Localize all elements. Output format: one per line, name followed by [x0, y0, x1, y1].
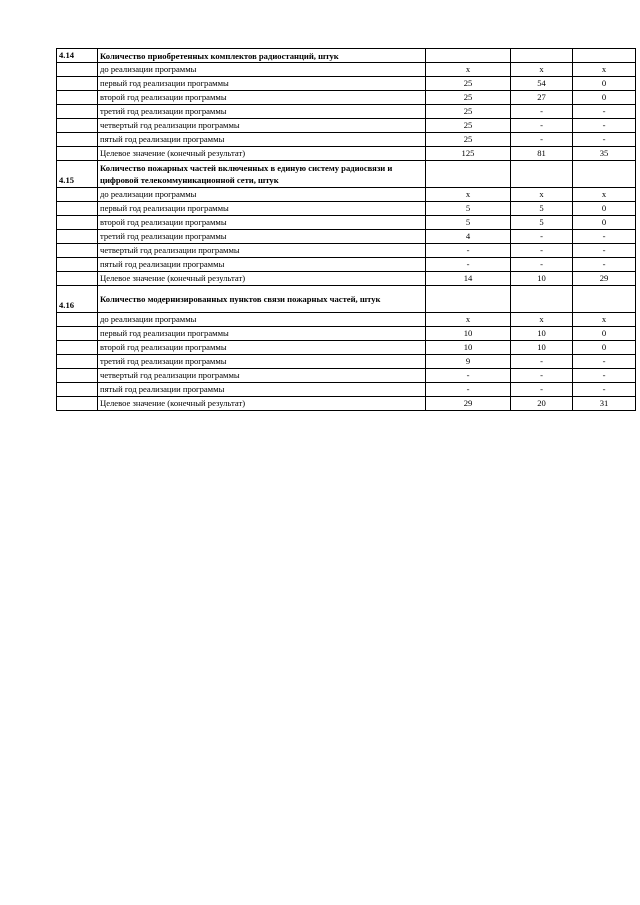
- value-cell: 31: [573, 397, 636, 411]
- value-cell: -: [511, 133, 573, 147]
- value-cell: 0: [573, 202, 636, 216]
- value-cell: -: [573, 105, 636, 119]
- empty-cell: [511, 161, 573, 188]
- value-cell: 10: [511, 341, 573, 355]
- section-title: Количество пожарных частей включенных в единую систему радиосвязи и цифровой телекоммуникационной сети, штук: [98, 161, 426, 188]
- table-row: [57, 369, 636, 383]
- table-row: [57, 119, 636, 133]
- row-label: Целевое значение (конечный результат): [98, 147, 426, 161]
- section-number: 4.16: [57, 286, 98, 313]
- section-title: Количество модернизированных пунктов связи пожарных частей, штук: [98, 286, 426, 313]
- row-label: до реализации программы: [98, 63, 426, 77]
- empty-cell: [57, 188, 98, 202]
- row-label: пятый год реализации программы: [98, 383, 426, 397]
- table-row: [57, 216, 636, 230]
- row-label: первый год реализации программы: [98, 327, 426, 341]
- section-header-row: [57, 286, 636, 313]
- empty-cell: [426, 286, 511, 313]
- empty-cell: [57, 216, 98, 230]
- table-row: [57, 230, 636, 244]
- value-cell: 27: [511, 91, 573, 105]
- value-cell: -: [511, 119, 573, 133]
- value-cell: 0: [573, 91, 636, 105]
- value-cell: x: [426, 188, 511, 202]
- value-cell: x: [426, 63, 511, 77]
- table-row: [57, 244, 636, 258]
- value-cell: 25: [426, 133, 511, 147]
- value-cell: 54: [511, 77, 573, 91]
- row-label: до реализации программы: [98, 313, 426, 327]
- row-label: четвертый год реализации программы: [98, 119, 426, 133]
- value-cell: x: [511, 313, 573, 327]
- empty-cell: [57, 355, 98, 369]
- value-cell: 0: [573, 77, 636, 91]
- row-label: третий год реализации программы: [98, 230, 426, 244]
- table-row: [57, 383, 636, 397]
- empty-cell: [573, 161, 636, 188]
- value-cell: -: [573, 133, 636, 147]
- value-cell: 5: [426, 216, 511, 230]
- row-label: пятый год реализации программы: [98, 258, 426, 272]
- value-cell: -: [511, 355, 573, 369]
- empty-cell: [57, 369, 98, 383]
- value-cell: -: [511, 383, 573, 397]
- value-cell: 10: [511, 272, 573, 286]
- value-cell: 0: [573, 216, 636, 230]
- value-cell: 9: [426, 355, 511, 369]
- empty-cell: [57, 327, 98, 341]
- empty-cell: [57, 341, 98, 355]
- empty-cell: [426, 161, 511, 188]
- row-label: пятый год реализации программы: [98, 133, 426, 147]
- section-number: 4.15: [57, 161, 98, 188]
- table-row: [57, 188, 636, 202]
- value-cell: -: [573, 369, 636, 383]
- table-row: [57, 77, 636, 91]
- empty-cell: [573, 286, 636, 313]
- value-cell: -: [426, 383, 511, 397]
- value-cell: 10: [511, 327, 573, 341]
- value-cell: -: [511, 230, 573, 244]
- value-cell: 5: [511, 216, 573, 230]
- table-row: [57, 355, 636, 369]
- indicator-table: [56, 48, 636, 411]
- table-row: [57, 258, 636, 272]
- value-cell: 35: [573, 147, 636, 161]
- empty-cell: [57, 63, 98, 77]
- row-label: Целевое значение (конечный результат): [98, 272, 426, 286]
- value-cell: 20: [511, 397, 573, 411]
- row-label: четвертый год реализации программы: [98, 244, 426, 258]
- value-cell: -: [426, 369, 511, 383]
- empty-cell: [57, 258, 98, 272]
- value-cell: x: [511, 63, 573, 77]
- value-cell: 14: [426, 272, 511, 286]
- table-row: [57, 133, 636, 147]
- table-row: [57, 313, 636, 327]
- value-cell: 4: [426, 230, 511, 244]
- row-label: первый год реализации программы: [98, 77, 426, 91]
- value-cell: -: [511, 244, 573, 258]
- value-cell: 5: [426, 202, 511, 216]
- empty-cell: [57, 383, 98, 397]
- empty-cell: [57, 230, 98, 244]
- value-cell: 25: [426, 119, 511, 133]
- value-cell: 10: [426, 327, 511, 341]
- row-label: третий год реализации программы: [98, 105, 426, 119]
- table-row: [57, 91, 636, 105]
- empty-cell: [57, 119, 98, 133]
- empty-cell: [57, 147, 98, 161]
- empty-cell: [57, 244, 98, 258]
- value-cell: x: [426, 313, 511, 327]
- empty-cell: [57, 77, 98, 91]
- row-label: первый год реализации программы: [98, 202, 426, 216]
- empty-cell: [57, 313, 98, 327]
- table-row: [57, 327, 636, 341]
- table-row: [57, 63, 636, 77]
- value-cell: 125: [426, 147, 511, 161]
- value-cell: -: [573, 355, 636, 369]
- row-label: третий год реализации программы: [98, 355, 426, 369]
- value-cell: -: [426, 258, 511, 272]
- value-cell: x: [573, 313, 636, 327]
- row-label: четвертый год реализации программы: [98, 369, 426, 383]
- value-cell: -: [573, 119, 636, 133]
- value-cell: -: [511, 105, 573, 119]
- row-label: второй год реализации программы: [98, 341, 426, 355]
- table-row: [57, 202, 636, 216]
- empty-cell: [57, 397, 98, 411]
- value-cell: 81: [511, 147, 573, 161]
- row-label: второй год реализации программы: [98, 91, 426, 105]
- value-cell: 0: [573, 341, 636, 355]
- empty-cell: [511, 49, 573, 63]
- value-cell: -: [573, 383, 636, 397]
- table-row: [57, 341, 636, 355]
- indicator-table-body: [57, 49, 636, 411]
- table-row: [57, 272, 636, 286]
- empty-cell: [426, 49, 511, 63]
- value-cell: 25: [426, 77, 511, 91]
- empty-cell: [57, 91, 98, 105]
- empty-cell: [57, 202, 98, 216]
- value-cell: 0: [573, 327, 636, 341]
- value-cell: 10: [426, 341, 511, 355]
- value-cell: x: [573, 63, 636, 77]
- value-cell: -: [426, 244, 511, 258]
- value-cell: -: [573, 258, 636, 272]
- section-header-row: [57, 161, 636, 188]
- value-cell: 25: [426, 105, 511, 119]
- table-row: [57, 397, 636, 411]
- value-cell: -: [573, 244, 636, 258]
- row-label: второй год реализации программы: [98, 216, 426, 230]
- value-cell: 25: [426, 91, 511, 105]
- section-title: Количество приобретенных комплектов радиостанций, штук: [98, 49, 426, 63]
- value-cell: x: [511, 188, 573, 202]
- row-label: Целевое значение (конечный результат): [98, 397, 426, 411]
- table-row: [57, 147, 636, 161]
- empty-cell: [57, 133, 98, 147]
- empty-cell: [57, 105, 98, 119]
- value-cell: 29: [426, 397, 511, 411]
- row-label: до реализации программы: [98, 188, 426, 202]
- value-cell: -: [511, 258, 573, 272]
- value-cell: -: [511, 369, 573, 383]
- value-cell: 5: [511, 202, 573, 216]
- section-number: 4.14: [57, 49, 98, 63]
- value-cell: -: [573, 230, 636, 244]
- empty-cell: [573, 49, 636, 63]
- value-cell: x: [573, 188, 636, 202]
- value-cell: 29: [573, 272, 636, 286]
- section-header-row: [57, 49, 636, 63]
- empty-cell: [57, 272, 98, 286]
- empty-cell: [511, 286, 573, 313]
- table-row: [57, 105, 636, 119]
